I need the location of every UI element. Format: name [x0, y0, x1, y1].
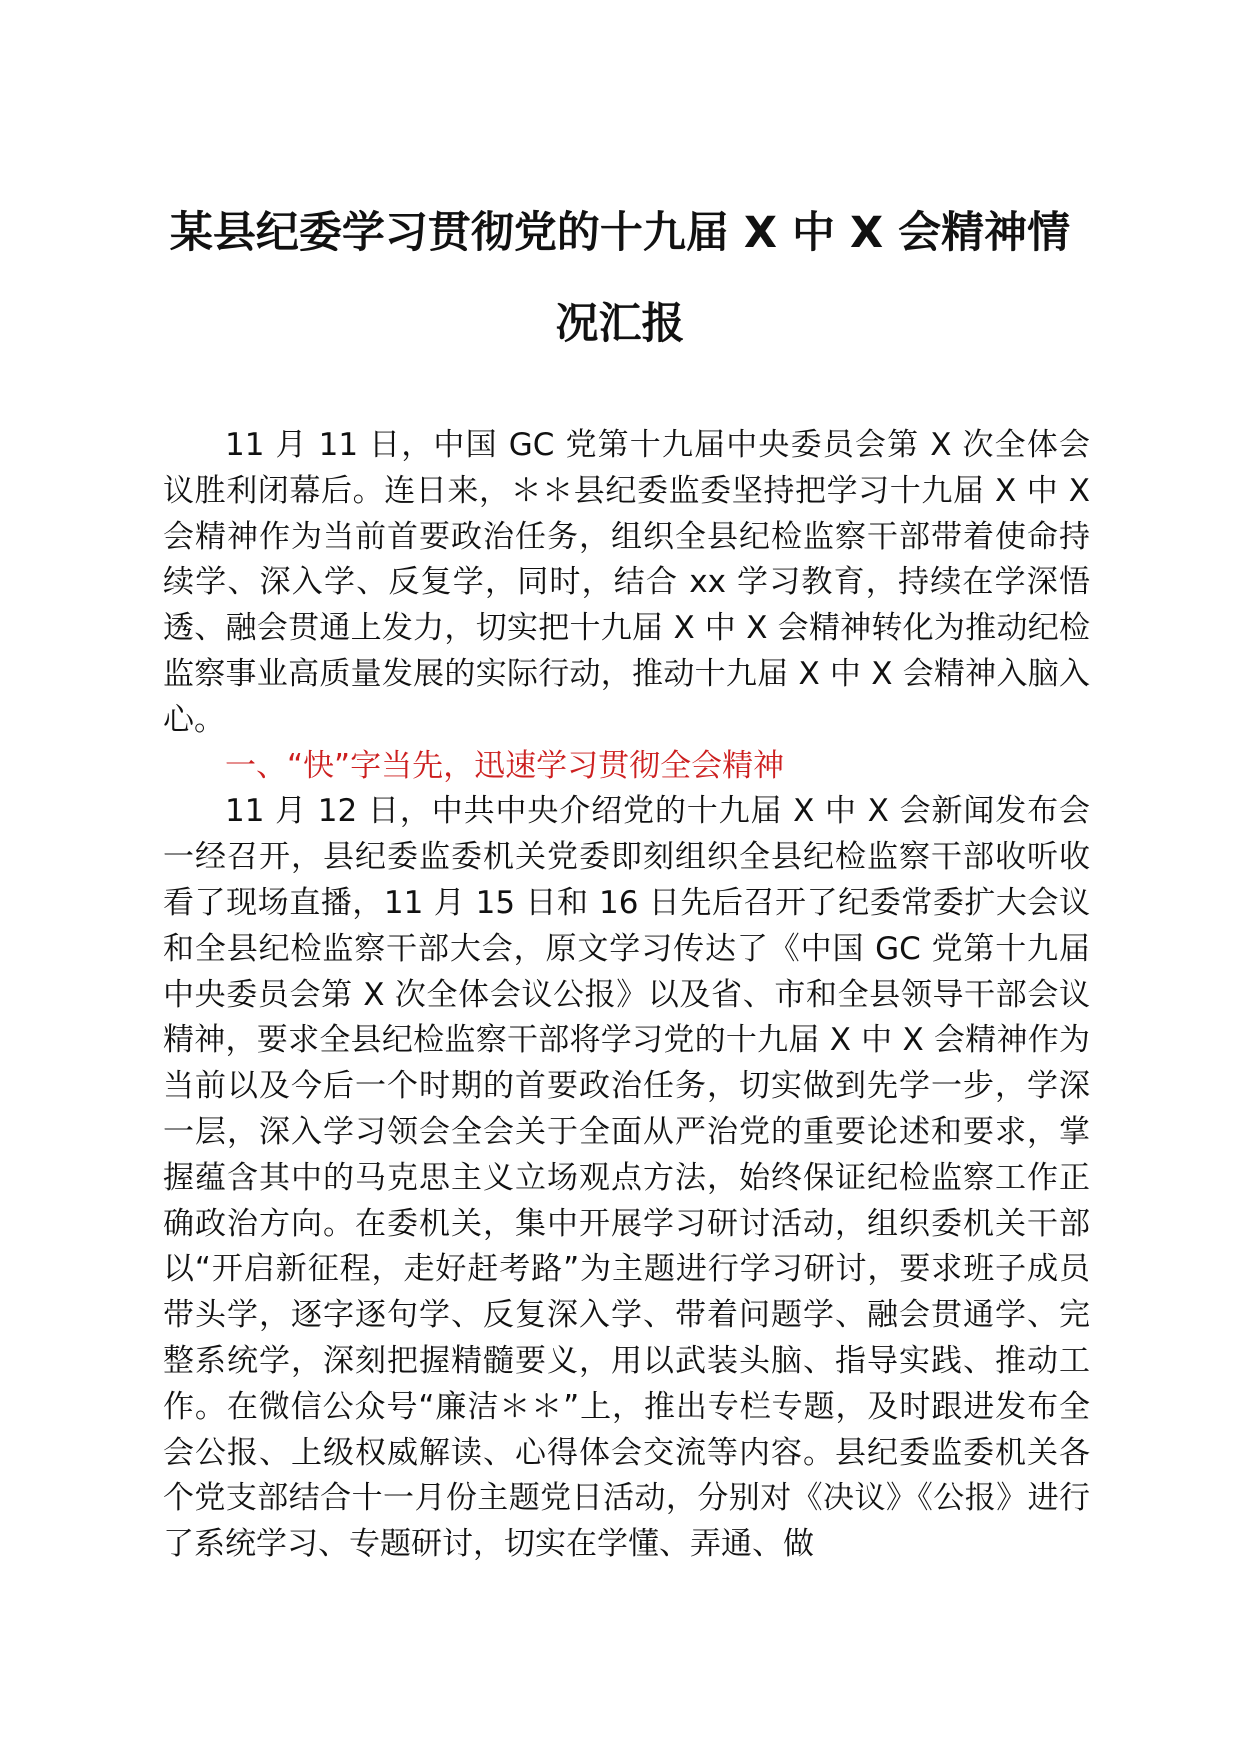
document-body	[163, 423, 1090, 1568]
intro-paragraph: 11 月 11 日，中国 GC 党第十九届中央委员会第 X 次全体会议胜利闭幕后。连日来，＊＊县纪委监委坚持把学习十九届 X 中 X 会精神作为当前首要政治任务，组织全县纪检监察干部带着使命持续学、深入学、反复学，同时，结合 xx 学习教育，持续在学深悟透、融会贯通上发力，切实把十九届 X 中 X 会精神转化为推动纪检监察事业高质量发展的实际行动，推动十九届 X 中 X 会精神入脑入心。	[163, 427, 1090, 738]
document-title: 某县纪委学习贯彻党的十九届 X 中 X 会精神情况汇报	[169, 208, 1071, 349]
section-1-paragraph: 11 月 12 日，中共中央介绍党的十九届 X 中 X 会新闻发布会一经召开，县纪委监委机关党委即刻组织全县纪检监察干部收听收看了现场直播，11 月 15 日和 16 日先后召开了纪委常委扩大会议和全县纪检监察干部大会，原文学习传达了《中国 GC 党第十九届中央委员会第 X 次全体会议公报》以及省、市和全县领导干部会议精神，要求全县纪检监察干部将学习党的十九届 X 中 X 会精神作为当前以及今后一个时期的首要政治任务，切实做到先学一步，学深一层，深入学习领会全会关于全面从严治党的重要论述和要求，掌握蕴含其中的马克思主义立场观点方法，始终保证纪检监察工作正确政治方向。在委机关，集中开展学习研讨活动，组织委机关干部以“开启新征程，走好赶考路”为主题进行学习研讨，要求班子成员带头学，逐字逐句学、反复深入学、带着问题学、融会贯通学、完整系统学，深刻把握精髓要义，用以武装头脑、指导实践、推动工作。在微信公众号“廉洁＊＊”上，推出专栏专题，及时跟进发布全会公报、上级权威解读、心得体会交流等内容。县纪委监委机关各个党支部结合十一月份主题党日活动，分别对《决议》《公报》进行了系统学习、专题研讨，切实在学懂、弄通、做	[163, 793, 1090, 1563]
section-heading-1: 一、“快”字当先，迅速学习贯彻全会精神	[225, 747, 785, 784]
